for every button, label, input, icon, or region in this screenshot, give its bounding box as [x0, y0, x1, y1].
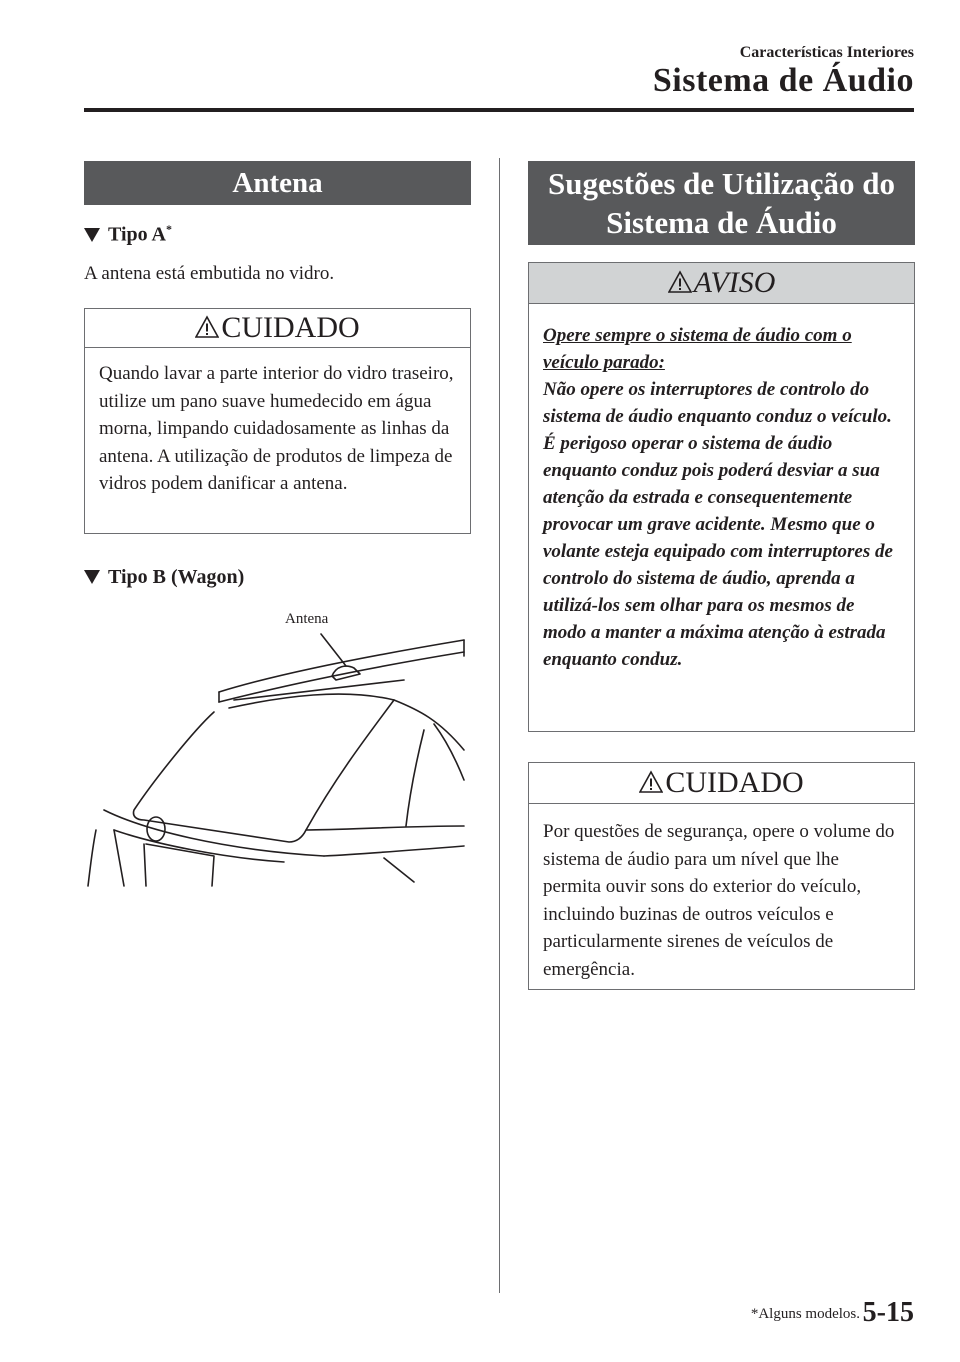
antenna-callout-label: Antena	[285, 611, 329, 627]
caution-title: CUIDADO	[665, 766, 804, 799]
warning-content	[529, 304, 914, 673]
warning-box	[528, 262, 915, 732]
warning-triangle-icon	[195, 315, 219, 339]
section-title-antena: Antena	[84, 161, 471, 205]
warning-title: AVISO	[693, 266, 776, 299]
warning-triangle-icon	[668, 270, 692, 294]
optional-model-marker: *	[166, 222, 172, 236]
header-rule	[84, 108, 914, 112]
subheading-tipo-a	[84, 222, 172, 247]
section-title-line-2: Sistema de Áudio	[606, 205, 837, 240]
caution-header	[85, 309, 470, 348]
caution-header	[529, 763, 914, 804]
caution-box-right	[528, 762, 915, 990]
caution-box-left	[84, 308, 471, 534]
subheading-tipo-a-label: Tipo A	[108, 223, 166, 246]
triangle-bullet-icon	[84, 228, 100, 242]
caution-title: CUIDADO	[221, 311, 360, 344]
warning-header	[529, 263, 914, 304]
warning-text: Não opere os interruptores de controlo do sistema de áudio enquanto conduz o veículo. É perigoso operar o sistema de áudio enquanto conduz pois poderá desviar a sua atenção da estrada e consequentemente provocar um grave acidente. Mesmo que o volante esteja equipado com interruptores de controlo do sistema de áudio, aprenda a utilizá-los sem olhar para os mesmos de modo a manter a máxima atenção à estrada enquanto conduz.	[543, 379, 893, 670]
footnote: *Alguns modelos.	[750, 1306, 860, 1322]
header-title: Sistema de Áudio	[652, 62, 914, 99]
warning-triangle-icon	[639, 770, 663, 794]
subheading-tipo-b	[84, 566, 244, 589]
page-number: 5-15	[862, 1297, 914, 1328]
caution-text: Quando lavar a parte interior do vidro traseiro, utilize um pano suave humedecido em água morna, limpando cuidadosamente as linhas da antena. A utilização de produtos de limpeza de vidros podem danificar a antena.	[99, 363, 454, 494]
wagon-rear-illustration	[84, 630, 472, 890]
section-title-line-1: Sugestões de Utilização do	[547, 166, 895, 201]
warning-lead: Opere sempre o sistema de áudio com o veículo parado:	[543, 325, 852, 373]
header-subtitle: Características Interiores	[739, 44, 914, 61]
caution-text: Por questões de segurança, opere o volume do sistema de áudio para um nível que lhe permita ouvir sons do exterior do veículo, incluindo buzinas de outros veículos e particularmente sirenes de veículos de emergência.	[543, 821, 895, 980]
triangle-bullet-icon	[84, 570, 100, 584]
tipo-a-text: A antena está embutida no vidro.	[84, 263, 335, 284]
section-title-sugestoes	[528, 161, 915, 245]
subheading-tipo-b-label: Tipo B (Wagon)	[108, 566, 245, 588]
column-divider	[499, 158, 500, 1293]
